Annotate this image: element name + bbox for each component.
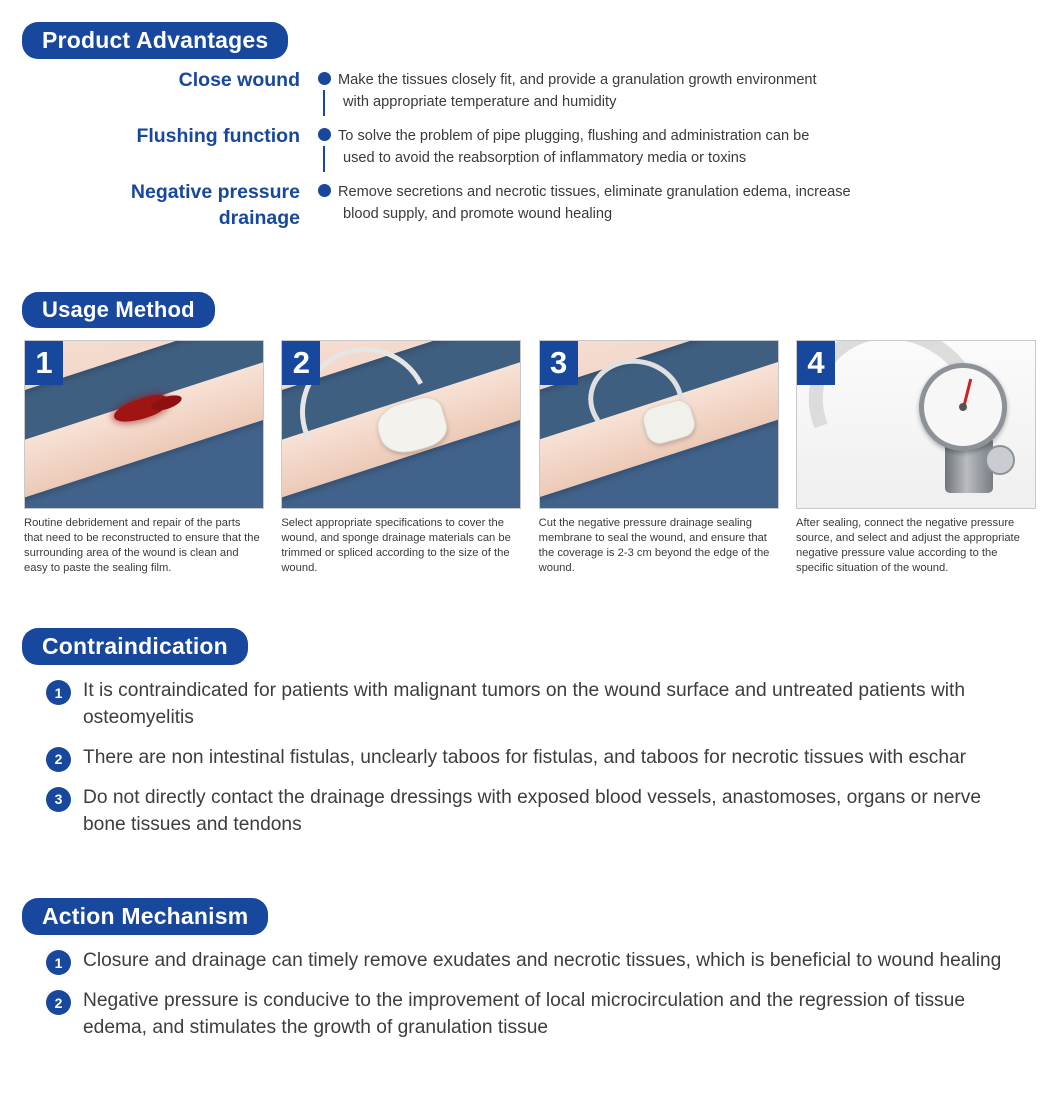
section-heading-contraindication: Contraindication <box>22 628 248 665</box>
step-image-sealing-membrane <box>539 340 779 509</box>
list-number-badge: 1 <box>46 680 71 705</box>
list-item-text: Closure and drainage can timely remove exudates and necrotic tissues, which is beneficial to wound healing <box>83 950 1002 971</box>
advantage-item <box>60 124 1040 172</box>
step-number-badge: 4 <box>797 341 835 385</box>
bullet-dot-icon <box>318 128 331 141</box>
list-number-badge: 2 <box>46 990 71 1015</box>
usage-step <box>281 340 521 576</box>
advantage-text-line2: with appropriate temperature and humidity <box>343 93 617 110</box>
list-number-badge: 1 <box>46 950 71 975</box>
step-image-pressure-source <box>796 340 1036 509</box>
list-item-text: Do not directly contact the drainage dressings with exposed blood vessels, anastomoses, organs or nerve bone tissues and tendons <box>83 786 982 835</box>
advantage-label: Flushing function <box>136 125 300 147</box>
bullet-dot-icon <box>318 72 331 85</box>
connector-line <box>323 90 325 116</box>
pressure-gauge-icon <box>919 363 1007 451</box>
list-item-text: Negative pressure is conducive to the improvement of local microcirculation and the regression of tissue edema, and stimulates the growth of granulation tissue <box>83 990 965 1038</box>
list-item-text: It is contraindicated for patients with malignant tumors on the wound surface and untreated patients with osteomyelitis <box>83 680 966 728</box>
step-caption: After sealing, connect the negative pressure source, and select and adjust the appropriate negative pressure value according to the specific situation of the wound. <box>795 517 1020 575</box>
advantage-label: Close wound <box>178 69 300 91</box>
list-item <box>46 745 1026 772</box>
list-item <box>46 678 1026 732</box>
advantage-text <box>338 68 1040 114</box>
contraindication-list <box>46 678 1026 852</box>
step-caption: Routine debridement and repair of the parts that need to be reconstructed to ensure that the surrounding area of the wound is clean and easy to paste the sealing film. <box>24 517 260 575</box>
advantage-text-line1: Remove secretions and necrotic tissues, eliminate granulation edema, increase <box>338 184 851 200</box>
step-image-debridement <box>24 340 264 509</box>
bullet-column <box>310 68 338 116</box>
step-number-badge: 2 <box>282 341 320 385</box>
step-number-badge: 1 <box>25 341 63 385</box>
advantage-text-line1: Make the tissues closely fit, and provide a granulation growth environment <box>338 72 817 88</box>
advantage-item <box>60 68 1040 116</box>
section-heading-usage-method: Usage Method <box>22 292 215 328</box>
advantage-text-line2: used to avoid the reabsorption of inflammatory media or toxins <box>343 149 747 166</box>
list-item <box>46 785 1026 839</box>
bullet-column <box>310 124 338 172</box>
list-number-badge: 2 <box>46 747 71 772</box>
connector-line <box>323 146 325 172</box>
usage-step <box>539 340 779 576</box>
advantages-list <box>60 68 1040 239</box>
step-number-badge: 3 <box>540 341 578 385</box>
bullet-dot-icon <box>318 184 331 197</box>
usage-steps <box>24 340 1036 576</box>
list-item <box>46 948 1026 975</box>
advantage-text-line2: blood supply, and promote wound healing <box>343 205 613 222</box>
step-image-sponge-cover <box>281 340 521 509</box>
regulator-knob-icon <box>985 445 1015 475</box>
section-heading-product-advantages: Product Advantages <box>22 22 288 59</box>
usage-step <box>796 340 1036 576</box>
bullet-column <box>310 180 338 197</box>
advantage-item <box>60 180 1040 231</box>
action-mechanism-list <box>46 948 1026 1055</box>
step-caption: Cut the negative pressure drainage sealing membrane to seal the wound, and ensure that the coverage is 2-3 cm beyond the edge of the wound. <box>538 517 770 575</box>
usage-step <box>24 340 264 576</box>
advantage-text <box>338 124 1040 170</box>
section-heading-action-mechanism: Action Mechanism <box>22 898 268 935</box>
list-item <box>46 988 1026 1042</box>
advantage-text <box>338 180 1040 226</box>
list-item-text: There are non intestinal fistulas, unclearly taboos for fistulas, and taboos for necrotic tissues with eschar <box>83 746 967 768</box>
step-caption: Select appropriate specifications to cover the wound, and sponge drainage materials can be trimmed or spliced according to the size of the wound. <box>281 517 511 575</box>
advantage-text-line1: To solve the problem of pipe plugging, flushing and administration can be <box>338 128 810 144</box>
list-number-badge: 3 <box>46 787 71 812</box>
advantage-label: Negative pressure drainage <box>130 181 300 229</box>
